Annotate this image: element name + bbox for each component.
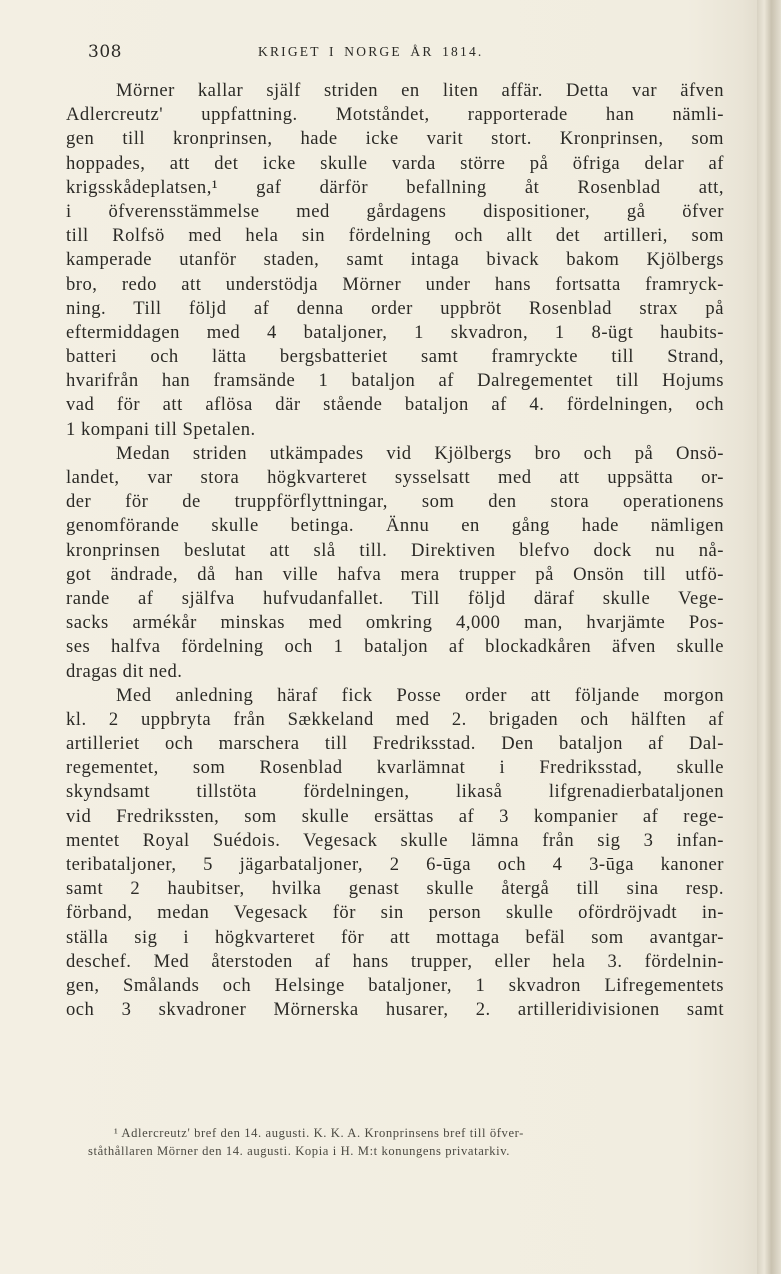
- text-line: hoppades, att det icke skulle varda större på öfriga delar af: [66, 152, 724, 174]
- text-line: teribataljoner, 5 jägarbataljoner, 2 6-ūga och 4 3-ūga kanoner: [66, 854, 724, 875]
- footnote: [88, 1124, 724, 1160]
- text-line: till Rolfsö med hela sin fördelning och allt det artilleri, som: [66, 225, 724, 247]
- text-line: gen, Smålands och Helsinge bataljoner, 1 skvadron Lifregementets: [66, 974, 724, 996]
- text-line: Med anledning häraf fick Posse order att följande morgon: [116, 684, 724, 706]
- text-line: mentet Royal Suédois. Vegesack skulle lämna från sig 3 infan-: [66, 829, 724, 851]
- page-edge: [757, 0, 781, 1274]
- text-line: genomförande skulle betinga. Ännu en gång hade nämligen: [66, 515, 724, 537]
- text-line: sacks armékår minskas med omkring 4,000 man, hvarjämte Pos-: [66, 612, 724, 634]
- text-line: förband, medan Vegesack för sin person skulle ofördröjvadt in-: [66, 902, 724, 924]
- text-line: gen till kronprinsen, hade icke varit stort. Kronprinsen, som: [66, 128, 724, 150]
- text-line: kl. 2 uppbryta från Sækkeland med 2. brigaden och hälften af: [66, 708, 724, 730]
- footnote-line: ståthållaren Mörner den 14. augusti. Kopia i H. M:t konungens privatarkiv.: [88, 1144, 511, 1158]
- text-line: got ändrade, då han ville hafva mera trupper på Onsön till utfö-: [66, 563, 724, 585]
- text-line: deschef. Med återstoden af hans trupper, eller hela 3. fördelnin-: [66, 950, 724, 972]
- text-line: i öfverensstämmelse med gårdagens dispositioner, gå öfver: [66, 200, 724, 222]
- running-head: KRIGET I NORGE ÅR 1814.: [258, 44, 484, 59]
- text-line: krigsskådeplatsen,¹ gaf därför befallning åt Rosenblad att,: [66, 176, 724, 198]
- text-line: vad för att aflösa där stående bataljon af 4. fördelningen, och: [66, 394, 724, 416]
- text-line: kamperade utanför staden, samt intaga bivack bakom Kjölbergs: [66, 249, 724, 271]
- footnote-line: ¹ Adlercreutz' bref den 14. augusti. K. K. A. Kronprinsens bref till öfver-: [114, 1126, 524, 1140]
- text-line: ning. Till följd af denna order uppbröt Rosenblad strax på: [66, 297, 724, 319]
- text-line: der för de truppförflyttningar, som den stora operationens: [66, 491, 724, 513]
- text-line: landet, var stora högkvarteret sysselsatt med att uppsätta or-: [66, 467, 724, 488]
- text-line: och 3 skvadroner Mörnerska husarer, 2. artilleridivisionen samt: [66, 999, 724, 1021]
- text-line: dragas dit ned.: [66, 660, 183, 682]
- text-line: skyndsamt tillstöta fördelningen, likaså lifgrenadierbataljonen: [66, 781, 724, 803]
- text-line: eftermiddagen med 4 bataljoner, 1 skvadron, 1 8-ügt haubits-: [66, 321, 724, 343]
- body-text: [66, 79, 724, 1022]
- text-line: Adlercreutz' uppfattning. Motståndet, rapporterade han nämli-: [66, 104, 724, 126]
- text-line: Mörner kallar själf striden en liten affär. Detta var äfven: [116, 80, 724, 101]
- text-line: 1 kompani till Spetalen.: [66, 418, 256, 440]
- page-header: [88, 42, 724, 70]
- text-line: rande af själfva hufvudanfallet. Till följd däraf skulle Vege-: [66, 587, 724, 609]
- text-line: bro, redo att understödja Mörner under hans fortsatta framryck-: [66, 273, 724, 295]
- text-line: batteri och lätta bergsbatteriet samt framryckte till Strand,: [66, 346, 724, 368]
- page-number: 308: [88, 42, 122, 62]
- text-line: vid Fredrikssten, som skulle ersättas af 3 kompanier af rege-: [66, 805, 724, 827]
- text-line: kronprinsen beslutat att slå till. Direktiven blefvo dock nu nå-: [66, 539, 724, 561]
- text-line: samt 2 haubitser, hvilka genast skulle återgå till sina resp.: [66, 878, 724, 900]
- text-line: Medan striden utkämpades vid Kjölbergs bro och på Onsö-: [116, 442, 724, 464]
- text-line: ställa sig i högkvarteret för att mottaga befäl som avantgar-: [66, 926, 724, 948]
- text-line: ses halfva fördelning och 1 bataljon af blockadkåren äfven skulle: [66, 636, 724, 658]
- text-line: hvarifrån han framsände 1 bataljon af Dalregementet till Hojums: [66, 370, 724, 392]
- text-line: regementet, som Rosenblad kvarlämnat i Fredriksstad, skulle: [66, 757, 724, 779]
- text-line: artilleriet och marschera till Fredriksstad. Den bataljon af Dal-: [66, 733, 724, 755]
